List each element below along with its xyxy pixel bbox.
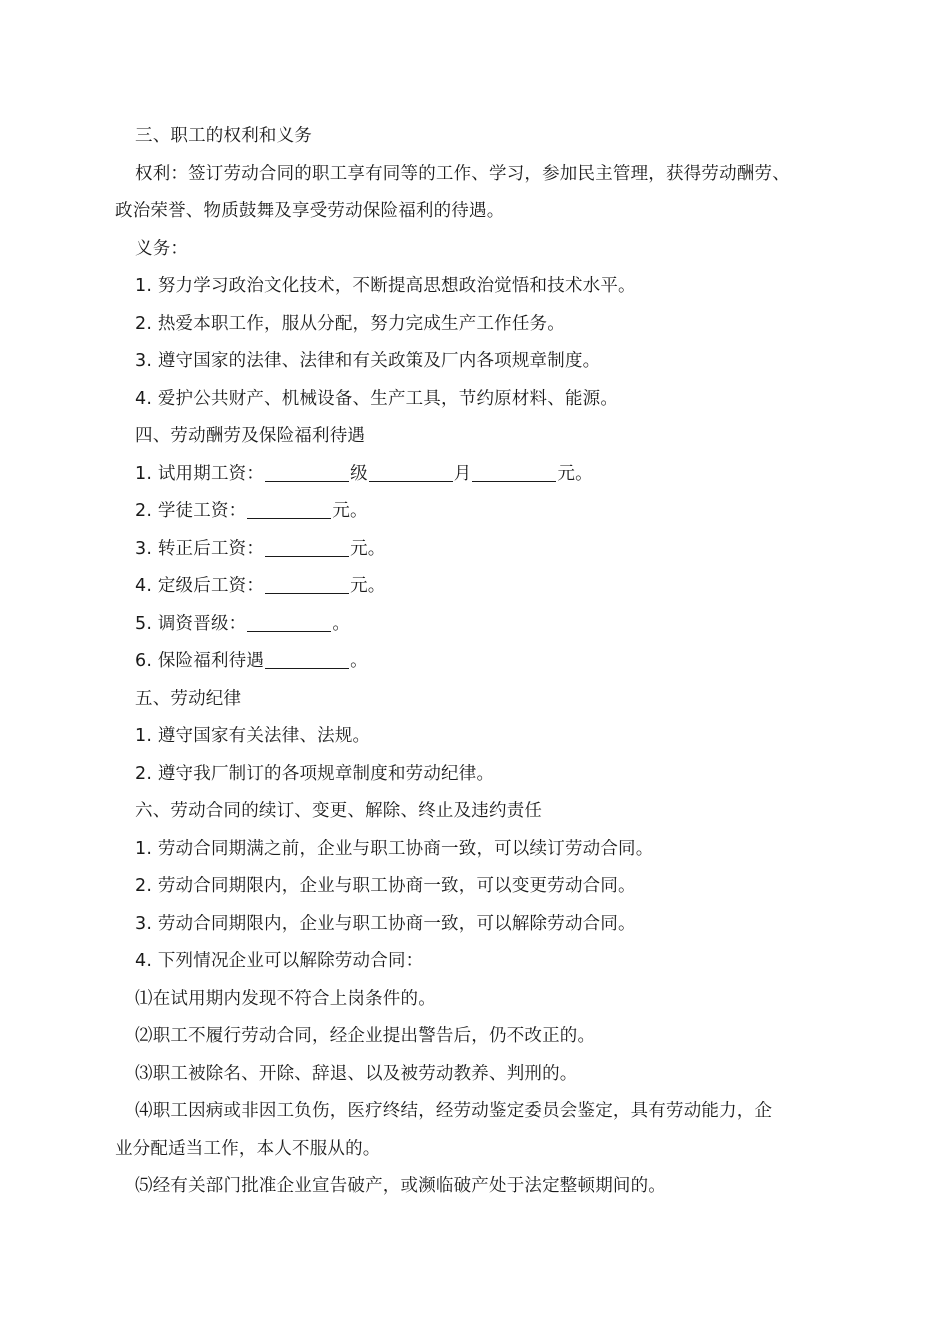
termination-case-4: ⑷职工因病或非因工负伤，医疗终结，经劳动鉴定委员会鉴定，具有劳动能力，企: [135, 1101, 773, 1121]
termination-case-3: ⑶职工被除名、开除、辞退、以及被劳动教养、判刑的。: [135, 1063, 578, 1084]
unit-text: 元。: [557, 463, 593, 484]
unit-text: 元。: [350, 576, 386, 596]
pay-label: 6. 保险福利待遇: [135, 651, 265, 671]
fill-blank-line[interactable]: [265, 575, 349, 594]
termination-case-1: ⑴在试用期内发现不符合上岗条件的。: [135, 988, 436, 1009]
discipline-item-1: 1. 遵守国家有关法律、法规。: [135, 726, 371, 746]
fill-blank-line[interactable]: [472, 463, 556, 482]
pay-label: 4. 定级后工资：: [135, 576, 265, 596]
fill-blank-line[interactable]: [247, 500, 331, 519]
duty-item-3: 3. 遵守国家的法律、法律和有关政策及厂内各项规章制度。: [135, 351, 601, 371]
pay-item-graded: [115, 568, 835, 606]
fill-blank-line[interactable]: [265, 538, 349, 557]
pay-label: 5. 调资晋级：: [135, 613, 247, 634]
section-heading-rights-duties: 三、职工的权利和义务: [135, 126, 312, 146]
section-heading-discipline: 五、劳动纪律: [135, 688, 242, 709]
unit-text: 月: [453, 463, 472, 484]
unit-text: 。: [332, 613, 351, 634]
pay-item-promotion: [115, 606, 835, 644]
fill-blank-line[interactable]: [369, 463, 453, 482]
contract-item-3: 3. 劳动合同期限内，企业与职工协商一致，可以解除劳动合同。: [135, 913, 636, 934]
unit-text: 元。: [332, 501, 368, 521]
fill-blank-line[interactable]: [247, 613, 331, 632]
fill-blank-line[interactable]: [265, 650, 349, 669]
fill-blank-line[interactable]: [265, 463, 349, 482]
duty-item-2: 2. 热爱本职工作，服从分配，努力完成生产工作任务。: [135, 313, 565, 334]
termination-case-4-continued: 业分配适当工作，本人不服从的。: [115, 1138, 381, 1159]
paragraph-rights: 权利：签订劳动合同的职工享有同等的工作、学习，参加民主管理，获得劳动酬劳、: [135, 163, 790, 184]
pay-label: 2. 学徒工资：: [135, 501, 247, 521]
duty-item-4: 4. 爱护公共财产、机械设备、生产工具，节约原材料、能源。: [135, 388, 619, 409]
pay-item-probation: [115, 456, 835, 494]
paragraph-rights-continued: 政治荣誉、物质鼓舞及享受劳动保险福利的待遇。: [115, 201, 505, 221]
contract-item-2: 2. 劳动合同期限内，企业与职工协商一致，可以变更劳动合同。: [135, 876, 636, 896]
pay-item-insurance: [115, 643, 835, 681]
section-heading-contract-changes: 六、劳动合同的续订、变更、解除、终止及违约责任: [135, 801, 543, 821]
pay-item-regular: [115, 531, 835, 569]
termination-case-2: ⑵职工不履行劳动合同，经企业提出警告后，仍不改正的。: [135, 1026, 596, 1046]
discipline-item-2: 2. 遵守我厂制订的各项规章制度和劳动纪律。: [135, 763, 495, 784]
contract-item-4: 4. 下列情况企业可以解除劳动合同：: [135, 951, 424, 971]
unit-text: 元。: [350, 538, 386, 559]
termination-case-5: ⑸经有关部门批准企业宣告破产，或濒临破产处于法定整顿期间的。: [135, 1176, 666, 1196]
document-body: [115, 118, 835, 1206]
pay-label: 1. 试用期工资：: [135, 463, 265, 484]
unit-text: 级: [350, 463, 368, 484]
duty-item-1: 1. 努力学习政治文化技术，不断提高思想政治觉悟和技术水平。: [135, 276, 636, 296]
pay-label: 3. 转正后工资：: [135, 538, 265, 559]
duties-label: 义务：: [135, 238, 189, 259]
unit-text: 。: [350, 651, 368, 671]
section-heading-pay-benefits: 四、劳动酬劳及保险福利待遇: [135, 426, 366, 446]
pay-item-apprentice: [115, 493, 835, 531]
contract-item-1: 1. 劳动合同期满之前，企业与职工协商一致，可以续订劳动合同。: [135, 838, 654, 859]
